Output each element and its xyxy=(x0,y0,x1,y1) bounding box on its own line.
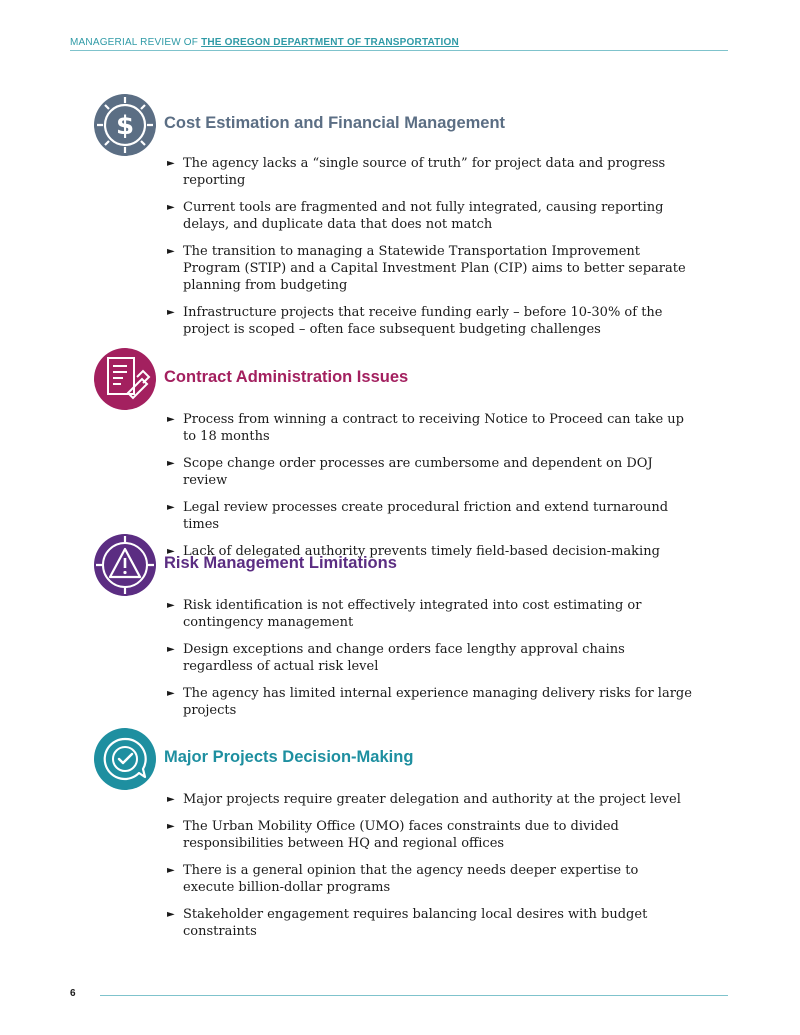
list-item: ► Scope change order processes are cumbersome and dependent on DOJ review xyxy=(167,456,653,488)
section-major-projects xyxy=(93,727,693,950)
header-title-link[interactable]: THE OREGON DEPARTMENT OF TRANSPORTATION xyxy=(201,37,459,48)
footer-divider xyxy=(100,995,728,996)
bullet-arrow-icon: ► xyxy=(167,546,175,557)
bullet-arrow-icon: ► xyxy=(167,600,175,611)
bullet-list xyxy=(93,791,693,940)
section-cost-estimation xyxy=(93,93,693,348)
running-header xyxy=(70,37,728,51)
bullet-arrow-icon: ► xyxy=(167,794,175,805)
list-item: ► Major projects require greater delegation and authority at the project level xyxy=(167,792,681,807)
list-item: ► Legal review processes create procedural friction and extend turnaround times xyxy=(167,500,669,532)
list-item: ► The agency lacks a “single source of truth” for project data and progress reporting xyxy=(167,156,666,188)
bullet-arrow-icon: ► xyxy=(167,821,175,832)
page-number: 6 xyxy=(70,988,76,999)
section-title: Major Projects Decision-Making xyxy=(164,748,414,766)
list-item: ► Design exceptions and change orders face lengthy approval chains regardless of actual risk level xyxy=(167,642,625,674)
dollar-gear-icon xyxy=(93,93,157,157)
list-item: ► Infrastructure projects that receive funding early – before 10-30% of the project is scoped – often face subsequent budgeting challenges xyxy=(167,305,663,337)
section-title: Risk Management Limitations xyxy=(164,554,397,572)
list-item: ► The agency has limited internal experience managing delivery risks for large projects xyxy=(167,686,692,718)
bullet-arrow-icon: ► xyxy=(167,414,175,425)
bullet-arrow-icon: ► xyxy=(167,307,175,318)
list-item: ► Current tools are fragmented and not fully integrated, causing reporting delays, and duplicate data that does not match xyxy=(167,200,664,232)
list-item: ► Lack of delegated authority prevents timely field-based decision-making xyxy=(167,544,660,559)
bullet-arrow-icon: ► xyxy=(167,865,175,876)
section-title: Cost Estimation and Financial Management xyxy=(164,114,506,132)
bullet-list xyxy=(93,155,693,338)
list-item: ► The Urban Mobility Office (UMO) faces constraints due to divided responsibilities between HQ and regional offices xyxy=(167,819,619,851)
contract-document-icon xyxy=(93,347,157,411)
bullet-arrow-icon: ► xyxy=(167,644,175,655)
bullet-arrow-icon: ► xyxy=(167,502,175,513)
bullet-arrow-icon: ► xyxy=(167,458,175,469)
svg-text:$: $ xyxy=(115,111,135,141)
list-item: ► Process from winning a contract to receiving Notice to Proceed can take up to 18 months xyxy=(167,412,684,444)
bullet-arrow-icon: ► xyxy=(167,202,175,213)
bullet-list xyxy=(93,597,693,719)
bullet-arrow-icon: ► xyxy=(167,246,175,257)
list-item: ► The transition to managing a Statewide Transportation Improvement Program (STIP) and a Capital Investment Plan (CIP) aims to better separate planning from budgeting xyxy=(167,244,686,293)
warning-gear-icon xyxy=(93,533,157,597)
list-item: ► Stakeholder engagement requires balancing local desires with budget constraints xyxy=(167,907,648,939)
list-item: ► There is a general opinion that the agency needs deeper expertise to execute billion-dollar programs xyxy=(167,863,639,895)
bullet-arrow-icon: ► xyxy=(167,158,175,169)
list-item: ► Risk identification is not effectively integrated into cost estimating or contingency management xyxy=(167,598,642,630)
section-risk-management xyxy=(93,533,693,729)
bullet-arrow-icon: ► xyxy=(167,688,175,699)
section-title: Contract Administration Issues xyxy=(164,368,409,386)
check-chat-icon xyxy=(93,727,157,791)
bullet-arrow-icon: ► xyxy=(167,909,175,920)
header-prefix: MANAGERIAL REVIEW OF xyxy=(70,37,202,48)
